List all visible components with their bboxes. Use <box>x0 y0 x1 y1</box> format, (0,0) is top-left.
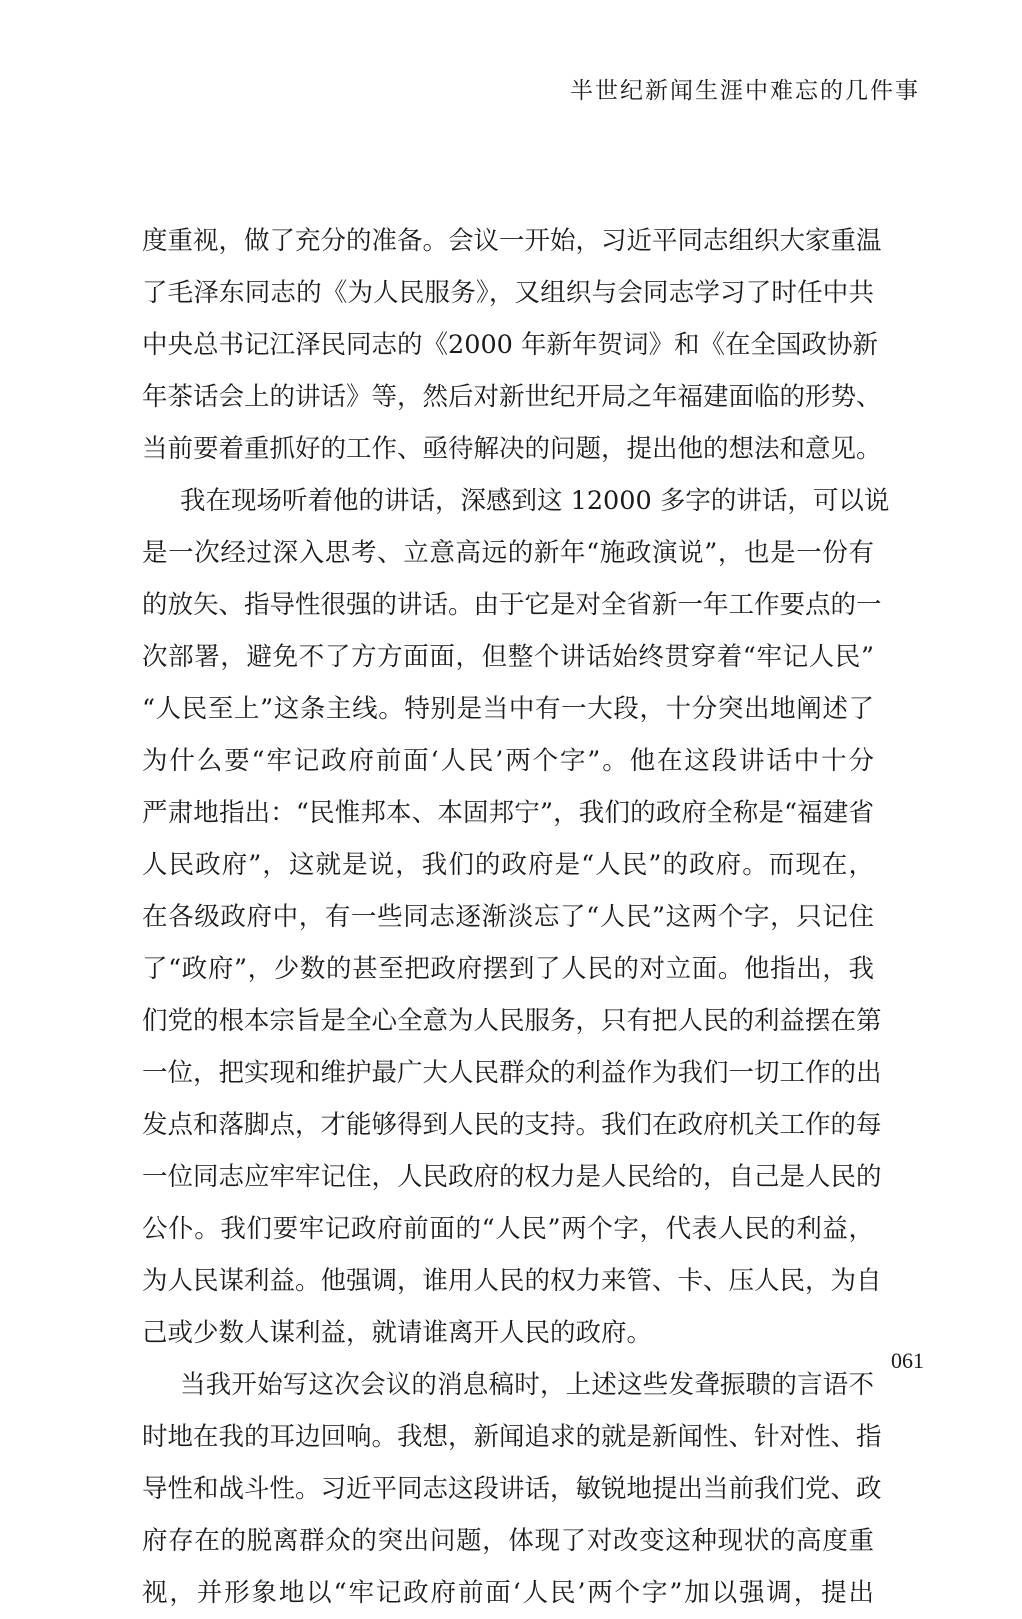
text-line-paragraph-start: 我在现场听着他的讲话，深感到这 12000 多字的讲话，可以说 <box>180 486 890 516</box>
text-line: 视，并形象地以“牢记政府前面‘人民’两个字”加以强调，提出 <box>142 1578 874 1608</box>
text-line: 为人民谋利益。他强调，谁用人民的权力来管、卡、压人民，为自 <box>142 1266 882 1296</box>
text-line: 一位同志应牢牢记住，人民政府的权力是人民给的，自己是人民的 <box>142 1162 882 1192</box>
text-line: 度重视，做了充分的准备。会议一开始，习近平同志组织大家重温 <box>142 226 882 256</box>
text-line: 年茶话会上的讲话》等，然后对新世纪开局之年福建面临的形势、 <box>142 382 882 412</box>
text-line: 当前要着重抓好的工作、亟待解决的问题，提出他的想法和意见。 <box>142 434 882 464</box>
text-line: 次部署，避免不了方方面面，但整个讲话始终贯穿着“牢记人民” <box>142 642 874 672</box>
text-line: 们党的根本宗旨是全心全意为人民服务，只有把人民的利益摆在第 <box>142 1006 882 1036</box>
text-line-paragraph-start: 当我开始写这次会议的消息稿时，上述这些发聋振聩的言语不 <box>180 1370 874 1400</box>
page-number: 061 <box>891 1348 924 1373</box>
text-line: 人民政府”，这就是说，我们的政府是“人民”的政府。而现在， <box>142 850 874 880</box>
text-line: 己或少数人谋利益，就请谁离开人民的政府。 <box>142 1318 653 1348</box>
running-header-title: 半世纪新闻生涯中难忘的几件事 <box>570 78 920 104</box>
text-line: 为什么要“牢记政府前面‘人民’两个字”。他在这段讲话中十分 <box>142 746 874 776</box>
text-line: 了毛泽东同志的《为人民服务》，又组织与会同志学习了时任中共 <box>142 278 874 308</box>
text-line: 时地在我的耳边回响。我想，新闻追求的就是新闻性、针对性、指 <box>142 1422 882 1452</box>
text-line: 公仆。我们要牢记政府前面的“人民”两个字，代表人民的利益， <box>142 1214 874 1244</box>
text-line: “人民至上”这条主线。特别是当中有一大段，十分突出地阐述了 <box>142 694 874 724</box>
text-line: 在各级政府中，有一些同志逐渐淡忘了“人民”这两个字，只记住 <box>142 902 874 932</box>
text-line: 了“政府”，少数的甚至把政府摆到了人民的对立面。他指出，我 <box>142 954 874 984</box>
text-line: 导性和战斗性。习近平同志这段讲话，敏锐地提出当前我们党、政 <box>142 1474 882 1504</box>
text-line: 是一次经过深入思考、立意高远的新年“施政演说”，也是一份有 <box>142 538 874 568</box>
text-line: 中央总书记江泽民同志的《2000 年新年贺词》和《在全国政协新 <box>142 330 879 360</box>
body-text <box>142 215 890 1619</box>
text-line: 一位，把实现和维护最广大人民群众的利益作为我们一切工作的出 <box>142 1058 882 1088</box>
text-line: 府存在的脱离群众的突出问题，体现了对改变这种现状的高度重 <box>142 1526 874 1556</box>
text-line: 严肃地指出：“民惟邦本、本固邦宁”，我们的政府全称是“福建省 <box>142 798 874 828</box>
text-line: 发点和落脚点，才能够得到人民的支持。我们在政府机关工作的每 <box>142 1110 882 1140</box>
text-line: 的放矢、指导性很强的讲话。由于它是对全省新一年工作要点的一 <box>142 590 882 620</box>
